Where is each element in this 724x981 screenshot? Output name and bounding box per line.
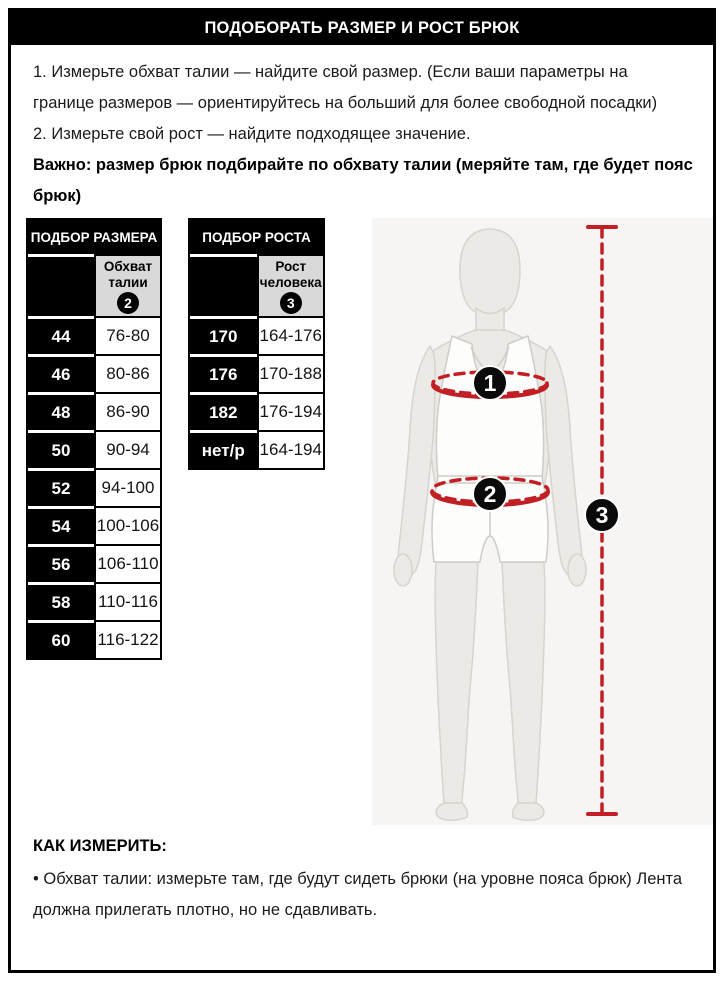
- table-row: [190, 354, 323, 392]
- intro-step-1: 1. Измерьте обхват талии — найдите свой размер. (Если ваши параметры на границе размеров — ориентируйтесь на больший для более свободной посадки): [33, 63, 658, 112]
- range-cell: 110-116: [94, 582, 160, 620]
- intro-instructions: [11, 45, 713, 212]
- size-cell: 52: [28, 468, 94, 506]
- height-cell: 176: [190, 354, 257, 392]
- range-cell: 164-194: [257, 430, 324, 468]
- mannequin-head: [460, 229, 520, 317]
- height-table-col2-label: Рост человека: [259, 258, 322, 290]
- size-cell: 58: [28, 582, 94, 620]
- height-table-title: ПОДБОР РОСТА: [190, 220, 323, 254]
- range-cell: 86-90: [94, 392, 160, 430]
- intro-important-note: Важно: размер брюк подбирайте по обхвату талии (меряйте там, где будет пояс брюк): [33, 156, 693, 205]
- content-area: [26, 218, 713, 825]
- table-row: [190, 316, 323, 354]
- intro-step-2: 2. Измерьте свой рост — найдите подходящее значение.: [33, 125, 471, 143]
- range-cell: 90-94: [94, 430, 160, 468]
- range-cell: 106-110: [94, 544, 160, 582]
- table-row: [28, 468, 160, 506]
- measure-badge-1-label: 1: [483, 370, 497, 396]
- size-cell: 46: [28, 354, 94, 392]
- height-cell: 182: [190, 392, 257, 430]
- page-frame: [8, 8, 716, 973]
- table-row: [28, 316, 160, 354]
- mannequin-right-hand: [568, 554, 586, 586]
- size-table-col2-label: Обхват талии: [103, 258, 153, 290]
- page-title: ПОДОБОРАТЬ РАЗМЕР И РОСТ БРЮК: [11, 11, 713, 45]
- mannequin-figure: [372, 218, 713, 825]
- size-cell: 44: [28, 316, 94, 354]
- range-cell: 80-86: [94, 354, 160, 392]
- height-cell: 170: [190, 316, 257, 354]
- size-table-col1-header: Размер изделия: [28, 254, 94, 316]
- mannequin-left-hand: [394, 554, 412, 586]
- size-table-title-row: [28, 220, 160, 254]
- range-cell: 170-188: [257, 354, 324, 392]
- range-cell: 164-176: [257, 316, 324, 354]
- table-row: [190, 430, 323, 468]
- table-row: [28, 544, 160, 582]
- size-table-col2-header: [94, 254, 160, 316]
- table-row: [28, 582, 160, 620]
- size-table-title: ПОДБОР РАЗМЕРА: [28, 220, 160, 254]
- size-table-header-row: [28, 254, 160, 316]
- mannequin-right-foot: [513, 803, 544, 820]
- height-table: [188, 218, 325, 470]
- size-cell: 54: [28, 506, 94, 544]
- mannequin-left-foot: [436, 803, 467, 820]
- how-to-measure-text: • Обхват талии: измерьте там, где будут сидеть брюки (на уровне пояса брюк) Лента должна прилегать плотно, но не сдавливать.: [33, 870, 683, 919]
- size-cell: 48: [28, 392, 94, 430]
- range-cell: 176-194: [257, 392, 324, 430]
- height-badge-3-icon: 3: [280, 292, 302, 314]
- height-table-col1-header: Рост изделия: [190, 254, 257, 316]
- range-cell: 94-100: [94, 468, 160, 506]
- height-table-header-row: [190, 254, 323, 316]
- mannequin-illustration: [372, 218, 713, 825]
- range-cell: 76-80: [94, 316, 160, 354]
- size-cell: 50: [28, 430, 94, 468]
- table-row: [28, 430, 160, 468]
- range-cell: 116-122: [94, 620, 160, 658]
- table-row: [190, 392, 323, 430]
- how-to-measure-title: КАК ИЗМЕРИТЬ:: [33, 837, 167, 855]
- table-row: [28, 392, 160, 430]
- height-table-title-row: [190, 220, 323, 254]
- waist-badge-2-icon: 2: [117, 292, 139, 314]
- table-row: [28, 506, 160, 544]
- measure-badge-3-label: 3: [595, 502, 609, 528]
- size-cell: 56: [28, 544, 94, 582]
- table-row: [28, 354, 160, 392]
- size-cell: 60: [28, 620, 94, 658]
- height-cell: нет/р: [190, 430, 257, 468]
- height-table-col2-header: [257, 254, 324, 316]
- table-row: [28, 620, 160, 658]
- size-table: [26, 218, 162, 660]
- how-to-measure-section: [11, 825, 713, 926]
- measure-badge-2-label: 2: [483, 481, 497, 507]
- range-cell: 100-106: [94, 506, 160, 544]
